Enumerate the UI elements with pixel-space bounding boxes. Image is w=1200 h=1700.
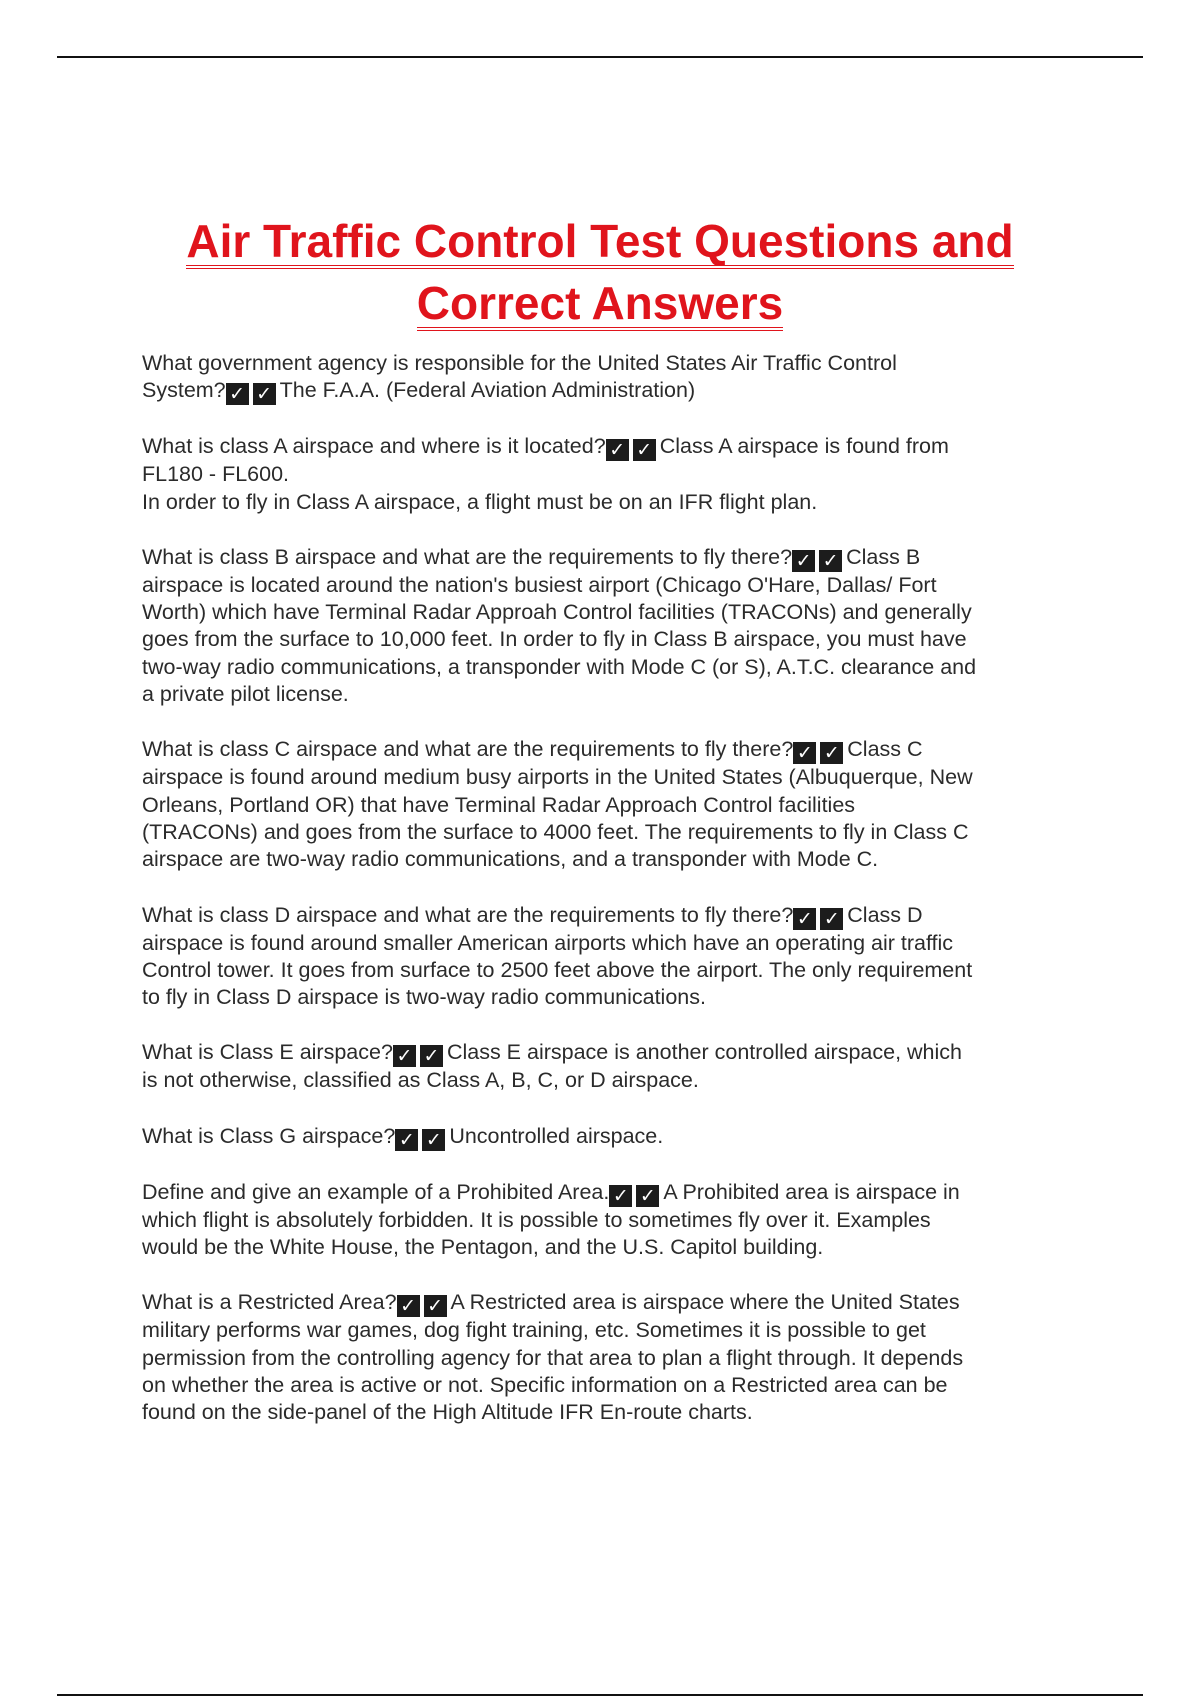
answer-line: airspace is found around medium busy airports in the United States (Albuquerque, New [142,765,973,790]
question-text: What is class C airspace and what are the requirements to fly there? [142,737,794,762]
answer-text: Class C [847,737,923,762]
answer-line: goes from the surface to 10,000 feet. In order to fly in Class B airspace, you must have [142,627,967,652]
qa-item [142,1179,1072,1262]
answer-text: Class E airspace is another controlled airspace, which [446,1040,962,1065]
question-line [142,350,1072,377]
answer-line: permission from the controlling agency for that area to plan a flight through. It depends [142,1345,964,1370]
checkmark-icon: ✓ [606,439,629,461]
question-answer-line [142,1179,1072,1207]
title-line: Air Traffic Control Test Questions and [186,215,1014,267]
answer-line: a private pilot license. [142,682,349,707]
answer-line: military performs war games, dog fight training, etc. Sometimes it is possible to get [142,1318,926,1343]
checkmark-icon: ✓ [422,1129,445,1151]
checkmark-icon: ✓ [226,383,249,405]
qa-item [142,1289,1072,1426]
answer-text: The F.A.A. (Federal Aviation Administration) [279,378,696,403]
answer-line: to fly in Class D airspace is two-way radio communications. [142,985,706,1010]
question-text: What is class A airspace and where is it located? [142,434,606,459]
answer-text: A Restricted area is airspace where the United States [450,1290,960,1315]
top-rule [57,56,1143,58]
answer-text: Class D [847,902,923,927]
answer-line: airspace are two-way radio communications, and a transponder with Mode C. [142,847,879,872]
question-answer-line [142,736,1072,764]
answer-text: Class B [846,544,921,569]
question-answer-line [142,377,1072,405]
answer-line: two-way radio communications, a transponder with Mode C (or S), A.T.C. clearance and [142,654,977,679]
title-line: Correct Answers [416,277,784,329]
question-text: What is class D airspace and what are the requirements to fly there? [142,902,794,927]
question-text: System? [142,378,226,403]
bottom-rule [57,1694,1143,1696]
answer-text: Class A airspace is found from [659,434,949,459]
checkmark-icon: ✓ [395,1129,418,1151]
checkmark-icon: ✓ [820,742,843,764]
checkmark-icon: ✓ [424,1295,447,1317]
question-answer-line [142,1289,1072,1317]
checkmark-icon: ✓ [393,1045,416,1067]
checkmark-icon: ✓ [820,908,843,930]
question-answer-line [142,1039,1072,1067]
answer-text: Uncontrolled airspace. [449,1123,664,1148]
question-text: What is Class G airspace? [142,1123,396,1148]
qa-item [142,736,1072,873]
question-text: What government agency is responsible for the United States Air Traffic Control [142,351,897,375]
question-text: What is class B airspace and what are the requirements to fly there? [142,544,793,569]
answer-line: (TRACONs) and goes from the surface to 4000 feet. The requirements to fly in Class C [142,819,969,844]
answer-line: FL180 - FL600. [142,462,290,487]
question-answer-line [142,433,1072,461]
answer-line: which flight is absolutely forbidden. It is possible to sometimes fly over it. Examples [142,1207,931,1232]
answer-text: A Prohibited area is airspace in [663,1179,960,1204]
checkmark-icon: ✓ [633,439,656,461]
qa-item [142,1039,1072,1094]
qa-item [142,544,1072,708]
document-title [130,213,1070,337]
answer-line: on whether the area is active or not. Specific information on a Restricted area can be [142,1372,948,1397]
checkmark-icon: ✓ [793,908,816,930]
checkmark-icon: ✓ [253,383,276,405]
answer-line: airspace is found around smaller American airports which have an operating air traffic [142,930,954,955]
answer-line: Worth) which have Terminal Radar Approah Control facilities (TRACONs) and generally [142,600,972,625]
qa-item [142,902,1072,1012]
answer-line: airspace is located around the nation's busiest airport (Chicago O'Hare, Dallas/ Fort [142,572,937,597]
question-answer-line [142,1123,1072,1151]
answer-line: is not otherwise, classified as Class A, B, C, or D airspace. [142,1068,699,1093]
question-answer-line [142,902,1072,930]
question-answer-line [142,544,1072,572]
answer-line: would be the White House, the Pentagon, and the U.S. Capitol building. [142,1235,824,1260]
checkmark-icon: ✓ [819,550,842,572]
qa-item [142,433,1072,516]
checkmark-icon: ✓ [636,1185,659,1207]
answer-line: Orleans, Portland OR) that have Terminal Radar Approach Control facilities [142,792,856,817]
qa-item [142,1123,1072,1151]
question-text: What is a Restricted Area? [142,1290,397,1315]
qa-list [142,350,1072,1455]
question-text: Define and give an example of a Prohibited Area. [142,1179,610,1204]
question-text: What is Class E airspace? [142,1040,393,1065]
checkmark-icon: ✓ [397,1295,420,1317]
checkmark-icon: ✓ [609,1185,632,1207]
checkmark-icon: ✓ [793,742,816,764]
answer-line: Control tower. It goes from surface to 2500 feet above the airport. The only requirement [142,957,973,982]
qa-item [142,350,1072,405]
checkmark-icon: ✓ [792,550,815,572]
answer-line: In order to fly in Class A airspace, a flight must be on an IFR flight plan. [142,489,818,514]
answer-line: found on the side-panel of the High Altitude IFR En-route charts. [142,1400,753,1425]
checkmark-icon: ✓ [420,1045,443,1067]
